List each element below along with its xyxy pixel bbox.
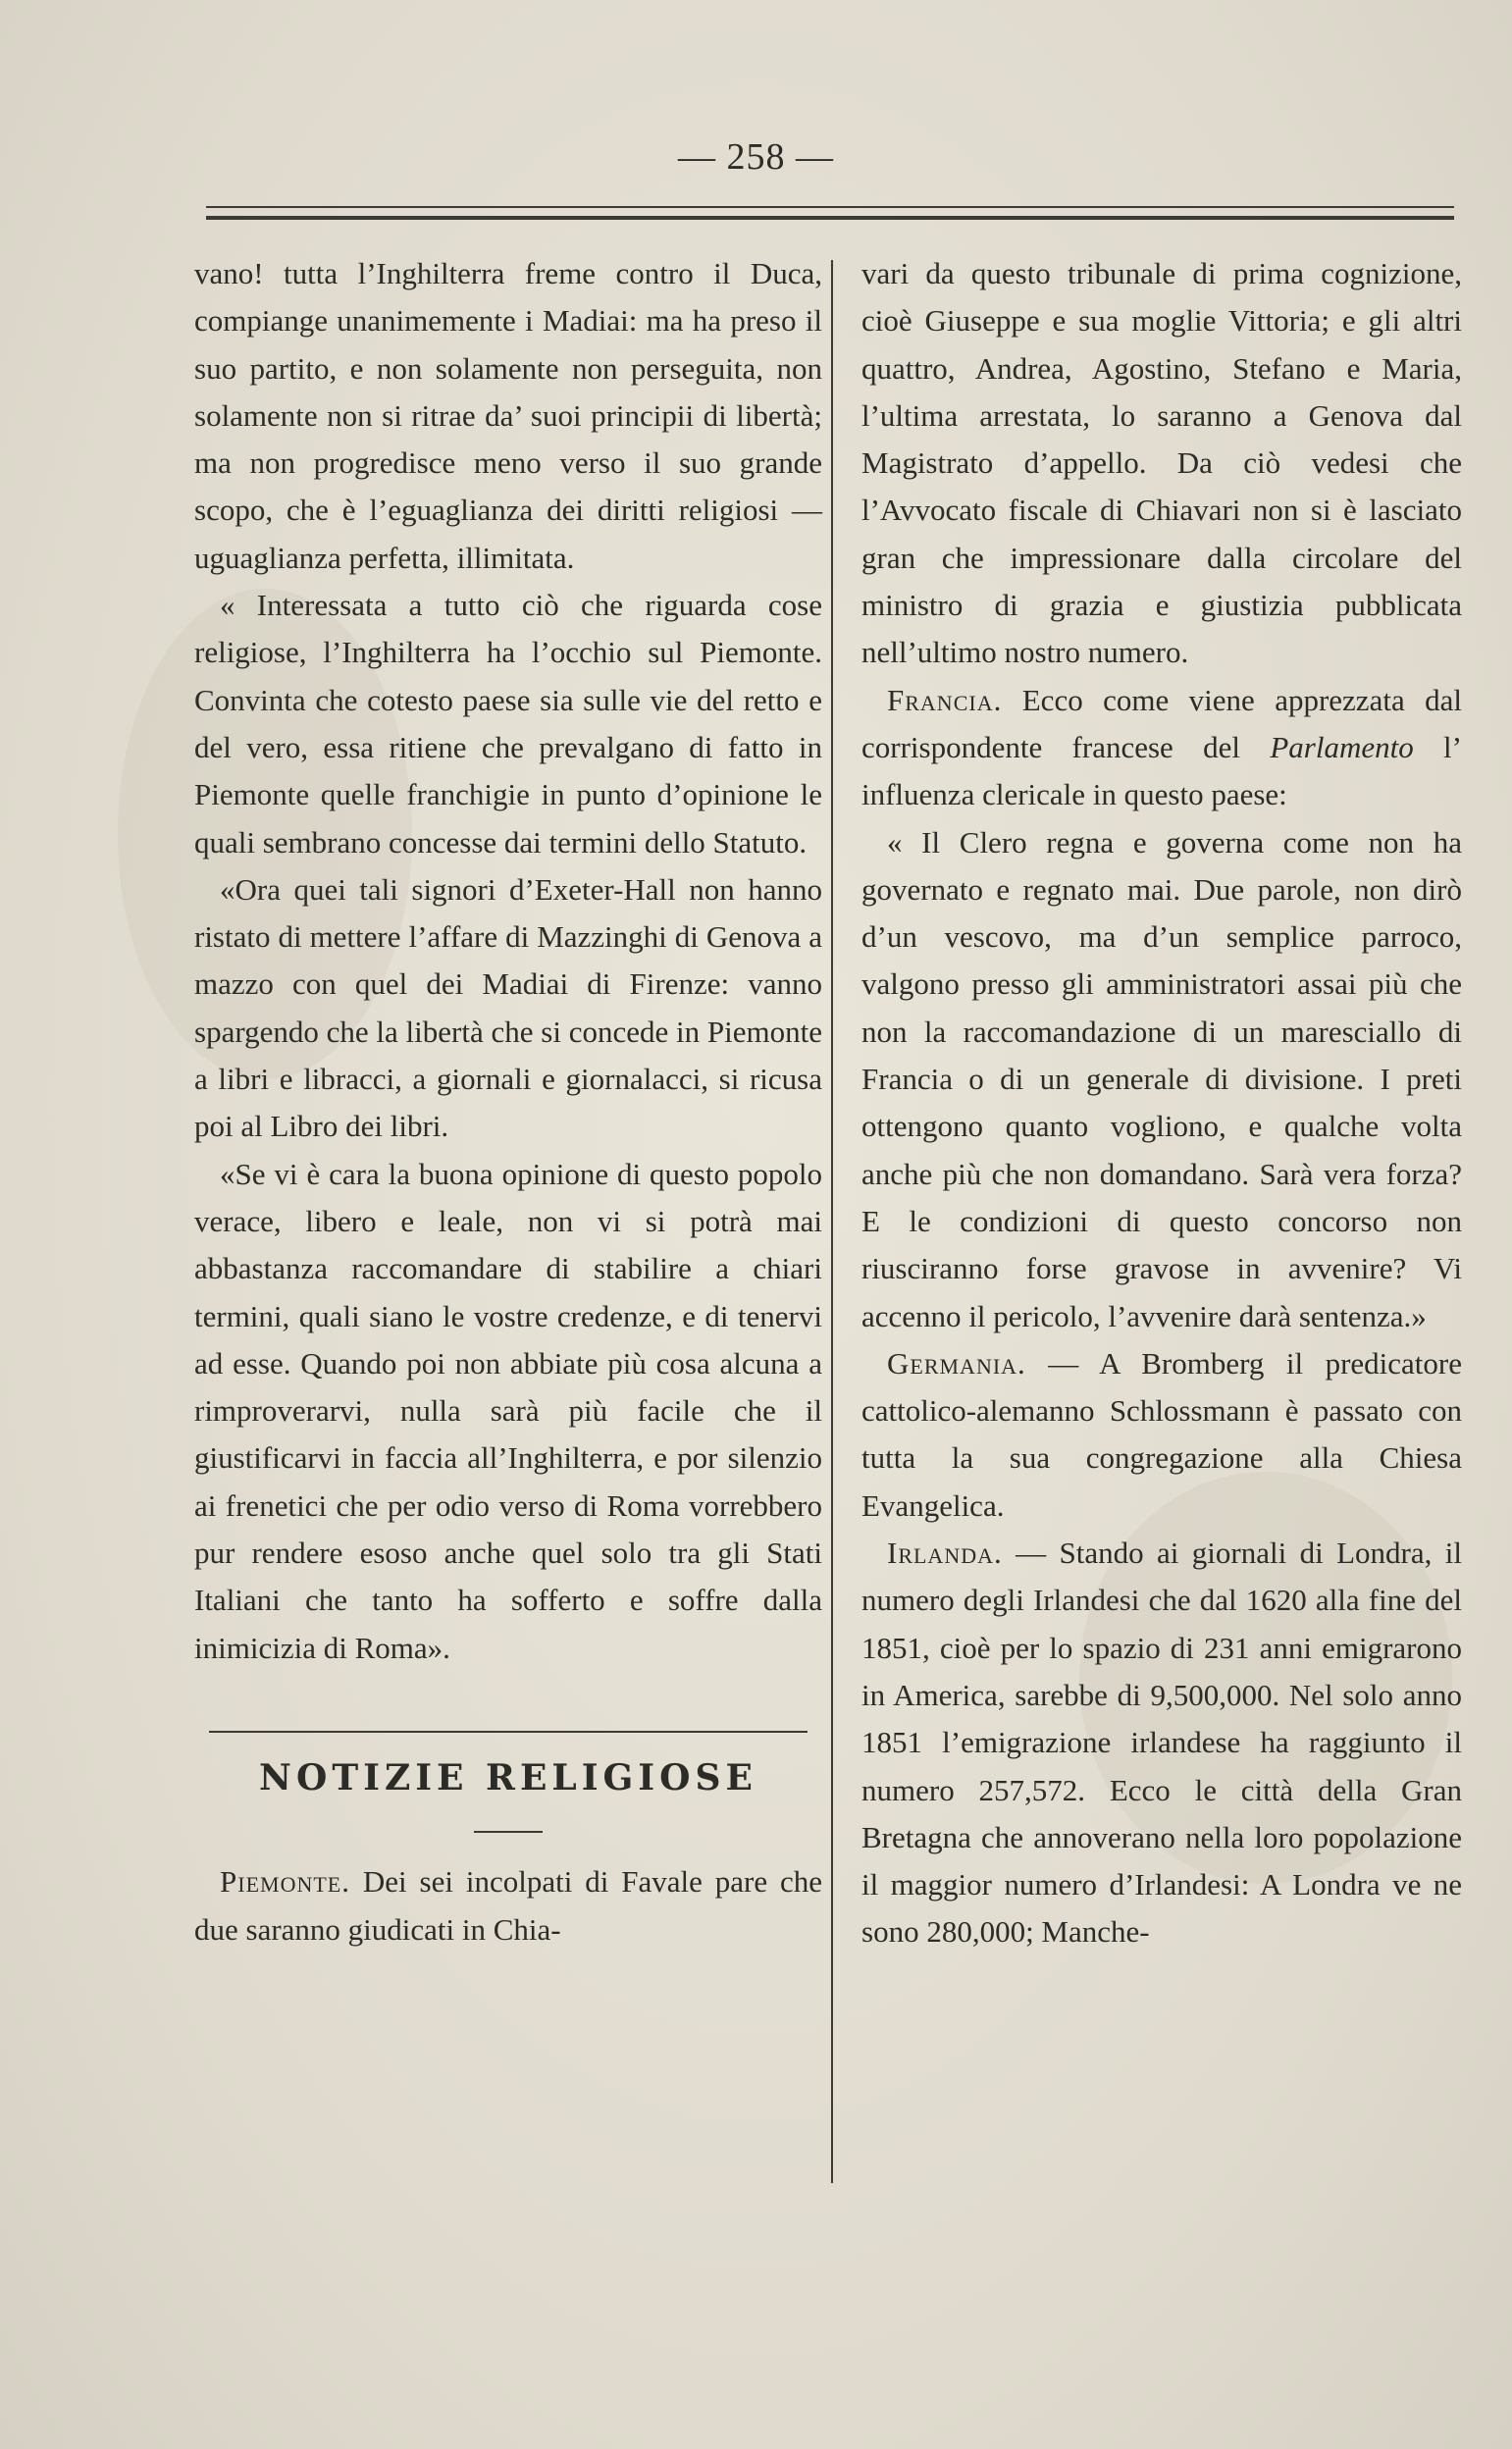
paragraph: vano! tutta l’Inghilterra freme contro il Duca, compiange unanimemente i Madiai: ma ha preso il suo partito, e non solamente non perseguita, non solamente non si ritrae da’ suoi principii di libertà; ma non progredisce meno verso il suo grande scopo, che è l’eguaglianza dei diritti religiosi — uguaglianza perfetta, illimitata. xyxy=(194,256,822,575)
paragraph-text: l’ influenza clericale in questo paese: xyxy=(861,729,1462,812)
right-column xyxy=(861,250,1462,1956)
page-number: — 258 — xyxy=(678,136,834,178)
quote-paragraph: « Il Clero regna e governa come non ha governato e regnato mai. Due parole, non dirò d’un vescovo, ma d’un semplice parroco, valgono presso gli amministratori assai più che non la raccomandazione di un maresciallo di Francia o di un generale di divisione. I preti ottengono quanto vogliono, e qualche volta anche più che non domandano. Sarà vera forza? E le condizioni di questo concorso non riusciranno forse gravose in avvenire? Vi accenno il pericolo, l’avvenire darà sentenza.» xyxy=(861,824,1462,1333)
paragraph: «Se vi è cara la buona opinione di questo popolo verace, libero e leale, non vi si potrà mai abbastanza raccomandare di stabilire a chiari termini, quali siano le vostre credenze, e di tenervi ad esse. Quando poi non abbiate più cosa alcuna a rimproverarvi, nulla sarà più facile che il giustificarvi in faccia all’Inghilterra, e por silenzio ai frenetici che per odio verso di Roma vorrebbero pur rendere esoso anche quel solo tra gli Stati Italiani che tanto ha sofferto e soffre dalla inimicizia di Roma». xyxy=(194,1156,822,1665)
paragraph-text: Ecco come viene apprezzata dal corrispondente francese del xyxy=(861,682,1462,764)
section-title: NOTIZIE RELIGIOSE xyxy=(259,1756,757,1798)
short-rule xyxy=(474,1831,543,1833)
paragraph-text: — Stando ai giornali di Londra, il numero degli Irlandesi che dal 1620 alla fine del 1851, cioè per lo spazio di 231 anni emigrarono in America, sarebbe di 9,500,000. Nel solo anno 1851 l’emigrazione irlandese ha raggiunto il numero 257,572. Ecco le città della Gran Bretagna che annoverano nella loro popolazione il maggior numero d’Irlandesi: A Londra ve ne sono 280,000; Manche- xyxy=(861,1536,1462,1950)
paragraph: « Interessata a tutto ciò che riguarda cose religiose, l’Inghilterra ha l’occhio sul Piemonte. Convinta che cotesto paese sia sulle vie del retto e del vero, essa ritiene che prevalgano di fatto in Piemonte quelle franchigie in punto d’opinione le quali sembrano concesse dai termini dello Statuto. xyxy=(194,588,822,860)
paragraph: «Ora quei tali signori d’Exeter-Hall non hanno ristato di mettere l’affare di Mazzinghi di Genova a mazzo con quel dei Madiai di Firenze: vanno spargendo che la libertà che si concede in Piemonte a libri e libracci, a giornali e giornalacci, si ricusa poi al Libro dei libri. xyxy=(194,871,822,1144)
heading-francia: Francia. xyxy=(887,682,1003,717)
paragraph: vari da questo tribunale di prima cognizione, cioè Giuseppe e sua moglie Vittoria; e gli altri quattro, Andrea, Agostino, Stefano e Maria, l’ultima arrestata, lo saranno a Genova dal Magistrato d’appello. Da ciò vedesi che l’Avvocato fiscale di Chiavari non si è lasciato gran che impressionare dalla circolare del ministro di grazia e giustizia pubblicata nell’ultimo nostro numero. xyxy=(861,256,1462,670)
section-rule xyxy=(209,1731,808,1733)
paragraph-text: Dei sei incolpati di Favale pare che due saranno giudicati in Chia- xyxy=(194,1864,822,1947)
paragraph-text: — A Bromberg il predicatore cattolico-alemanno Schlossmann è passato con tutta la sua congregazione alla Chiesa Evangelica. xyxy=(861,1345,1462,1523)
left-column xyxy=(194,250,822,1954)
header-rule xyxy=(206,206,1454,220)
paragraph-francia xyxy=(861,677,1462,819)
column-divider xyxy=(831,260,833,2183)
paragraph-germania xyxy=(861,1340,1462,1530)
newspaper-title: Parlamento xyxy=(1270,729,1414,764)
paragraph-irlanda xyxy=(861,1530,1462,1956)
heading-piemonte: Piemonte. xyxy=(220,1864,350,1900)
paragraph-piemonte xyxy=(194,1858,822,1954)
heading-germania: Germania. xyxy=(887,1345,1026,1381)
heading-irlanda: Irlanda. xyxy=(887,1536,1003,1571)
